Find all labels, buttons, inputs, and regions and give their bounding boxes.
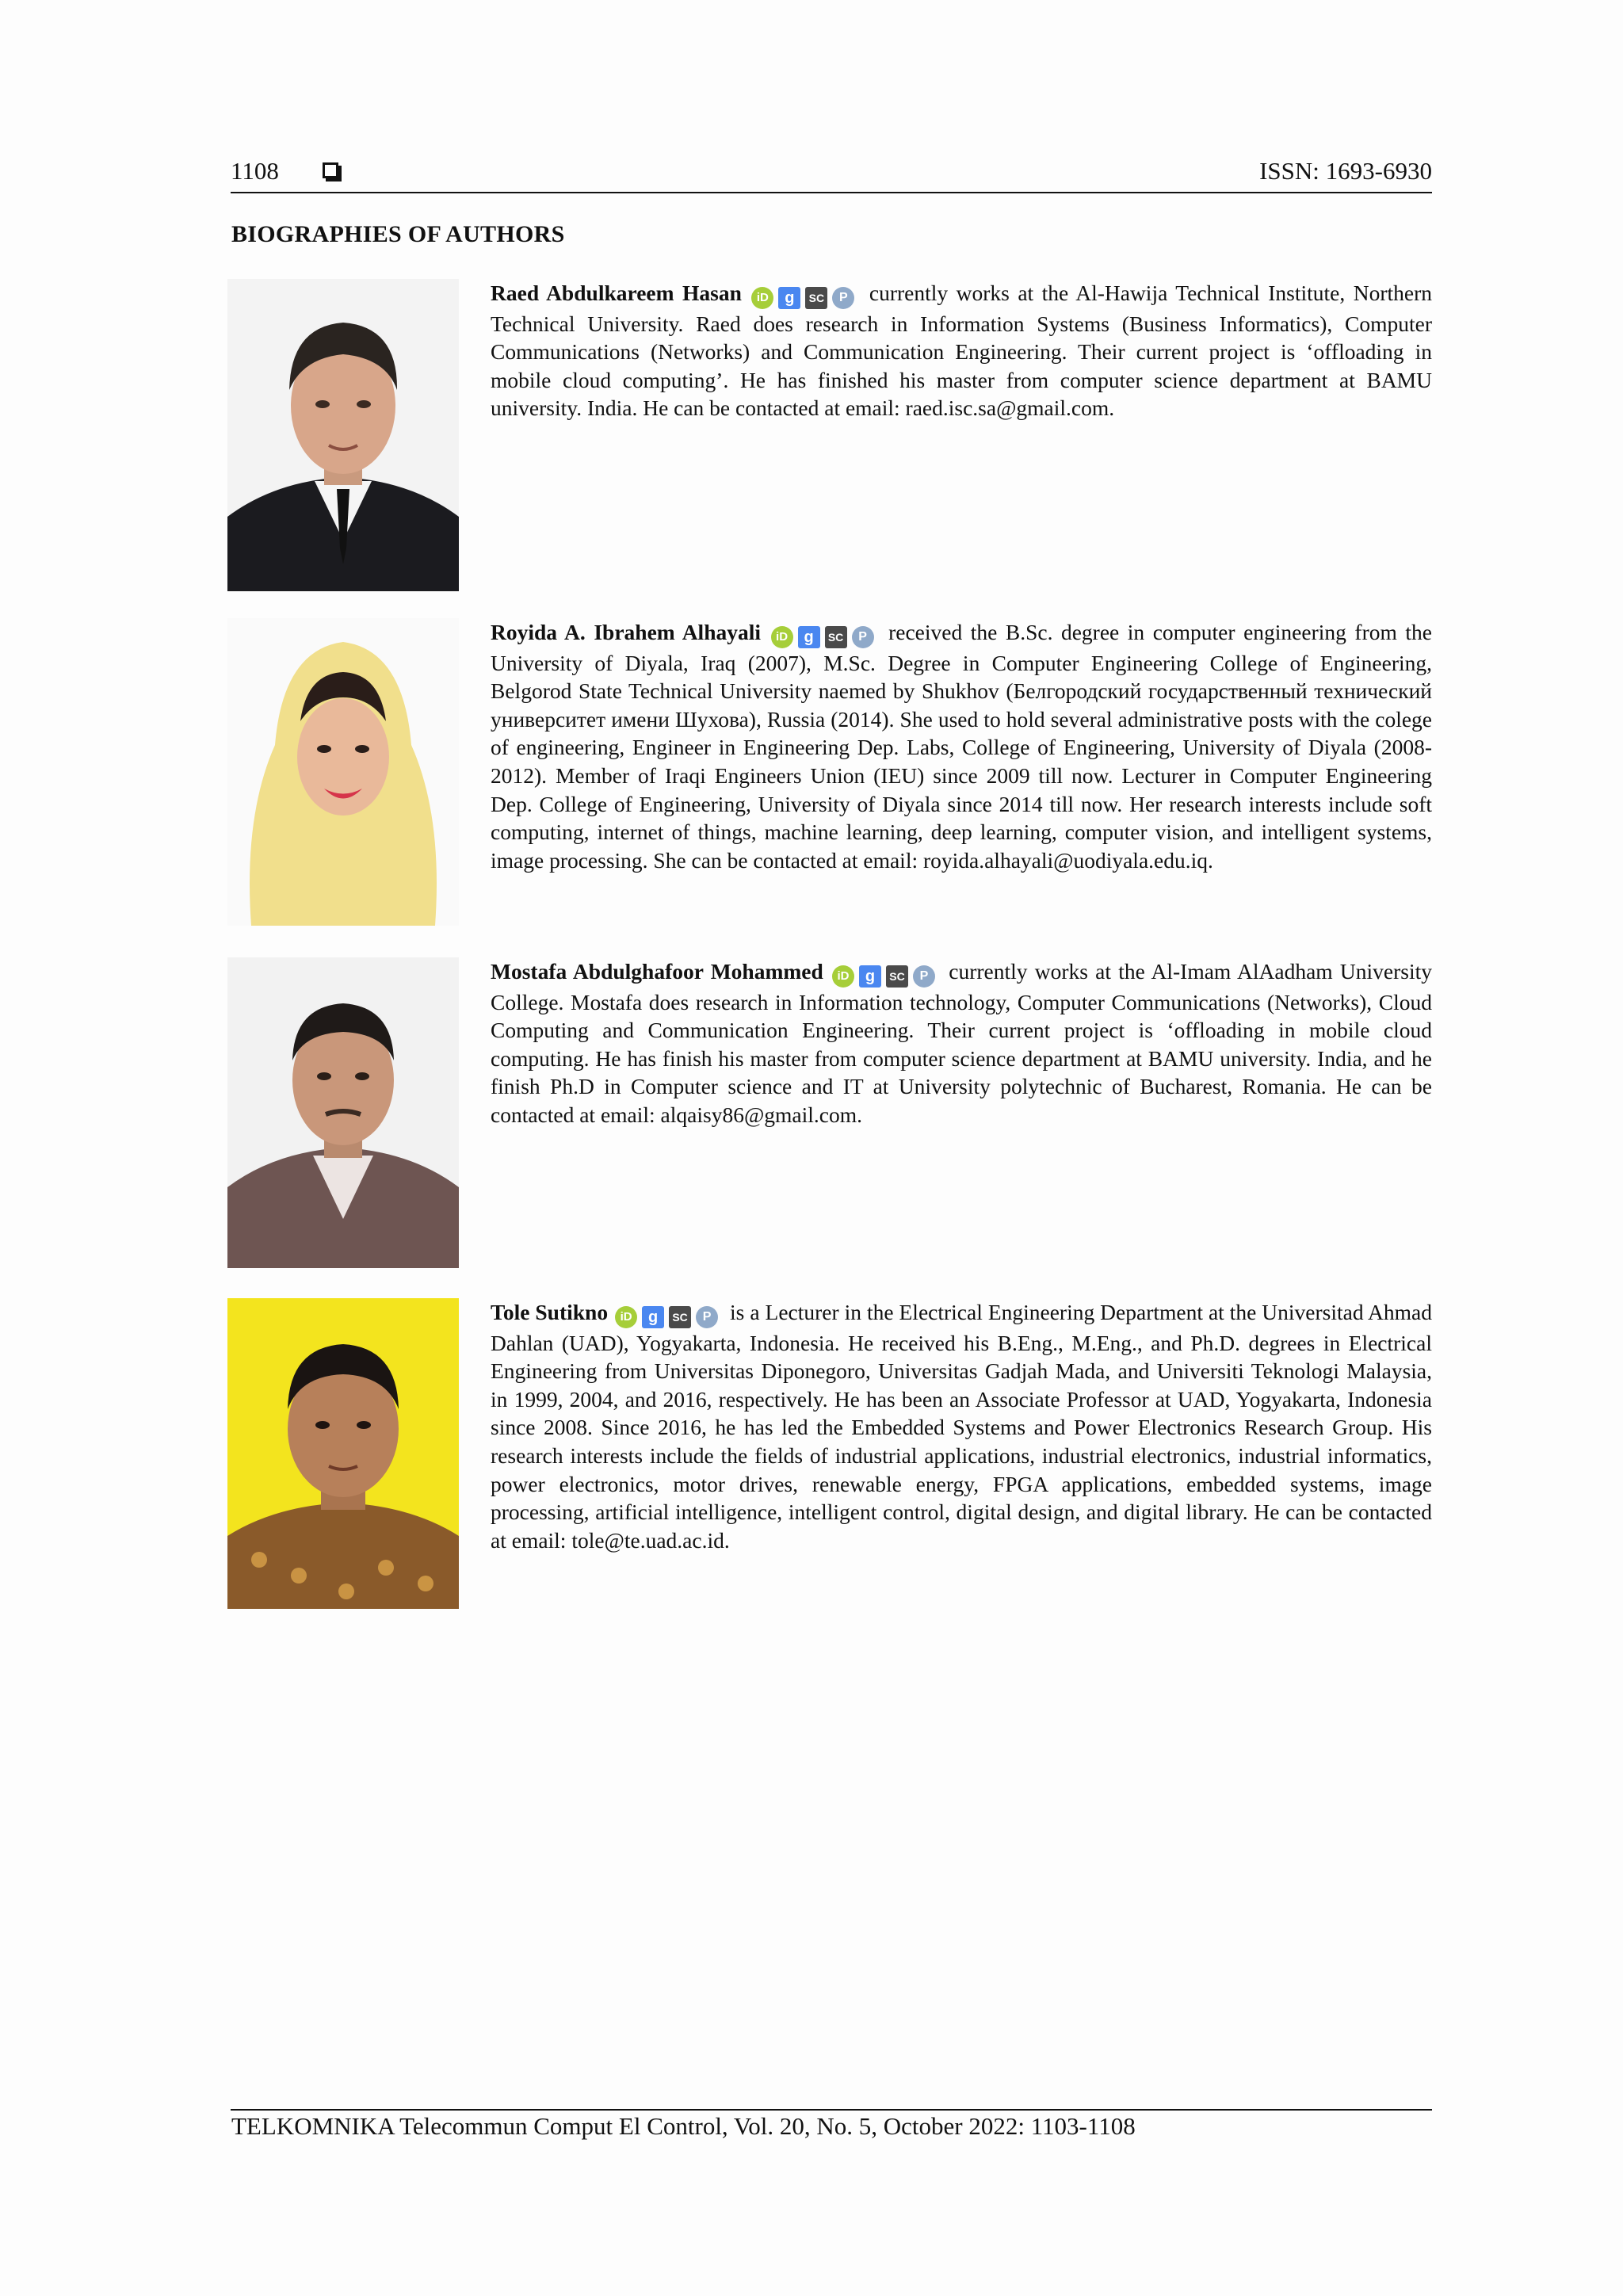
author-photo	[227, 618, 459, 926]
author-photo	[227, 279, 459, 591]
scopus-icon[interactable]: SC	[886, 965, 908, 988]
page-footer: TELKOMNIKA Telecommun Comput El Control, Vol. 20, No. 5, October 2022: 1103-1108	[231, 2112, 1136, 2140]
orcid-icon[interactable]: iD	[771, 626, 793, 648]
checkbox-square-icon	[323, 162, 338, 178]
page-header	[231, 157, 1432, 193]
publons-icon[interactable]: P	[913, 965, 935, 988]
google-scholar-icon[interactable]: g	[778, 287, 800, 309]
publons-icon[interactable]: P	[852, 626, 874, 648]
author-name: Raed Abdulkareem Hasan	[491, 281, 742, 305]
google-scholar-icon[interactable]: g	[642, 1306, 664, 1328]
author-bio	[491, 618, 1432, 874]
portrait-man-suit	[227, 279, 459, 591]
page-number: 1108	[231, 157, 279, 185]
header-rule	[231, 192, 1432, 193]
profile-icons	[771, 621, 879, 649]
author-photo	[227, 957, 459, 1268]
scopus-icon[interactable]: SC	[669, 1306, 691, 1328]
profile-icons	[615, 1301, 723, 1329]
author-bio	[491, 957, 1432, 1129]
portrait-man-batik	[227, 1298, 459, 1609]
author-name: Mostafa Abdulghafoor Mohammed	[491, 959, 823, 984]
author-bio	[491, 279, 1432, 422]
publons-icon[interactable]: P	[696, 1306, 718, 1328]
issn: ISSN: 1693-6930	[1259, 157, 1432, 185]
author-bio-text: currently works at the Al-Hawija Technical Institute, Northern Technical University. Raed does research in Information Systems (Business Informatics), Computer Communications (Networks) and Communication Engineering. Their current project is ‘offloading in mobile cloud computing’. He has finished his master from computer science department at BAMU university. India. He can be contacted at email: raed.isc.sa@gmail.com.	[491, 281, 1432, 421]
footer-rule	[231, 2109, 1432, 2111]
profile-icons	[751, 281, 859, 310]
orcid-icon[interactable]: iD	[615, 1306, 637, 1328]
author-name: Tole Sutikno	[491, 1300, 609, 1324]
publons-icon[interactable]: P	[832, 287, 854, 309]
author-bio	[491, 1298, 1432, 1554]
orcid-icon[interactable]: iD	[751, 287, 773, 309]
google-scholar-icon[interactable]: g	[798, 626, 820, 648]
portrait-man-blazer	[227, 957, 459, 1268]
author-photo	[227, 1298, 459, 1609]
author-bio-text: received the B.Sc. degree in computer engineering from the University of Diyala, Iraq (2007), M.Sc. Degree in Computer Engineering College of Engineering, Belgorod State Technical University naemed by Shukhov (Белгородский государственный технический университет имени Шухова), Russia (2014). She used to hold several administrative posts with the colege of engineering, Engineer in Engineering Dep. Labs, College of Engineering, University of Diyala (2008-2012). Member of Iraqi Engineers Union (IEU) since 2009 till now. Lecturer in Computer Engineering Dep. College of Engineering, University of Diyala since 2014 till now. Her research interests include soft computing, internet of things, machine learning, deep learning, computer vision, and intelligent systems, image processing. She can be contacted at email: royida.alhayali@uodiyala.edu.iq.	[491, 620, 1432, 873]
scopus-icon[interactable]: SC	[825, 626, 847, 648]
portrait-woman-hijab	[227, 618, 459, 926]
profile-icons	[832, 960, 940, 988]
author-bio-text: currently works at the Al-Imam AlAadham University College. Mostafa does research in Information technology, Computer Communications (Networks), Cloud Computing and Communication Engineering. Their current project is ‘offloading in mobile cloud computing. He has finish his master from computer science department at BAMU university. India, and he finish Ph.D in Computer science and IT at University polytechnic of Bucharest, Romania. He can be contacted at email: alqaisy86@gmail.com.	[491, 959, 1433, 1127]
author-bio-text: is a Lecturer in the Electrical Engineering Department at the Universitad Ahmad Dahlan (UAD), Yogyakarta, Indonesia. He received his B.Eng., M.Eng., and Ph.D. degrees in Electrical Engineering from Universitas Diponegoro, Universitas Gadjah Mada, and Universiti Teknologi Malaysia, in 1999, 2004, and 2016, respectively. He has been an Associate Professor at UAD, Yogyakarta, Indonesia since 2008. Since 2016, he has led the Embedded Systems and Power Electronics Research Group. His research interests include the fields of industrial applications, industrial electronics, industrial informatics, power electronics, motor drives, renewable energy, FPGA applications, embedded systems, image processing, artificial intelligence, intelligent control, digital design, and digital library. He can be contacted at email: tole@te.uad.ac.id.	[491, 1300, 1433, 1553]
google-scholar-icon[interactable]: g	[859, 965, 881, 988]
orcid-icon[interactable]: iD	[832, 965, 854, 988]
scopus-icon[interactable]: SC	[805, 287, 827, 309]
section-title: BIOGRAPHIES OF AUTHORS	[231, 221, 565, 247]
author-name: Royida A. Ibrahem Alhayali	[491, 620, 762, 644]
